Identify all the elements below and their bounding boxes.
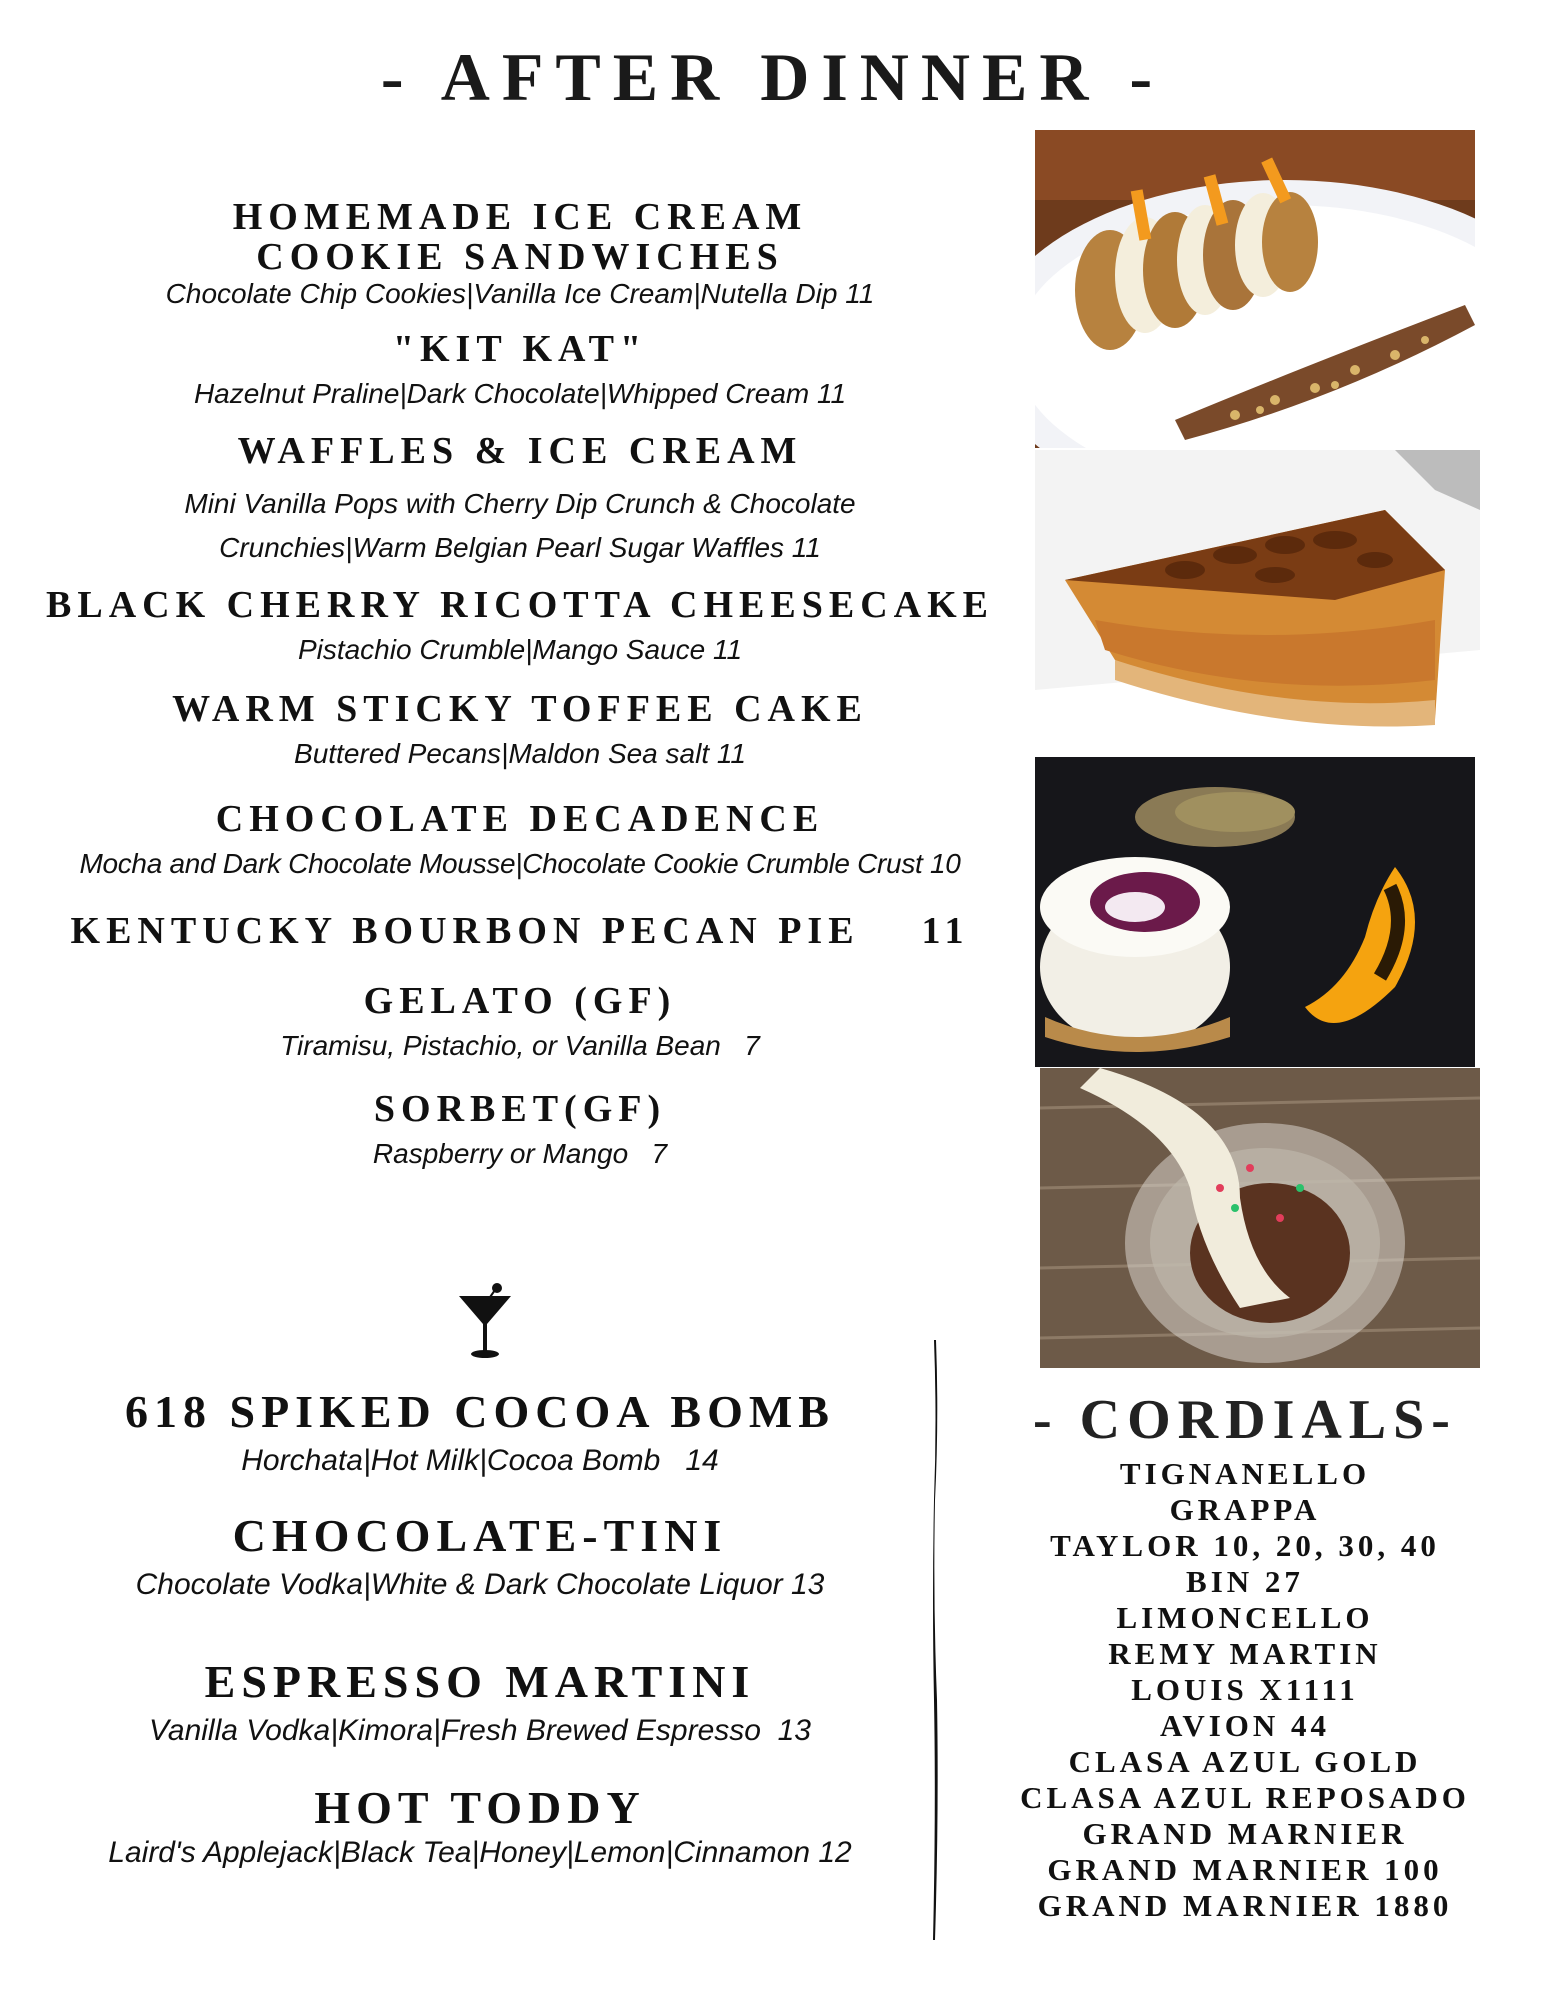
dessert-description: Mocha and Dark Chocolate Mousse|Chocolate Cookie Crumble Crust 10 [79, 847, 961, 879]
drink-description: Chocolate Vodka|White & Dark Chocolate Liquor 13 [135, 1568, 825, 1602]
dessert-description: Buttered Pecans|Maldon Sea salt 11 [294, 737, 746, 769]
dessert-name: COOKIE SANDWICHES [256, 235, 784, 278]
dessert-item-ice-cream-cookie-sandwiches [20, 198, 1020, 310]
cordial-item: LIMONCELLO [1116, 1600, 1374, 1635]
dessert-name: BLACK CHERRY RICOTTA CHEESECAKE [46, 584, 994, 626]
photo-cheesecake [1035, 757, 1475, 1067]
dessert-name: KENTUCKY BOURBON PECAN PIE 11 [70, 910, 970, 952]
dessert-description: Hazelnut Praline|Dark Chocolate|Whipped Cream 11 [193, 377, 847, 409]
cordial-item: REMY MARTIN [1108, 1636, 1382, 1671]
cordial-item: CLASA AZUL GOLD [1068, 1744, 1422, 1779]
page-title: - AFTER DINNER - [380, 39, 1165, 115]
dessert-description: Chocolate Chip Cookies|Vanilla Ice Cream|Nutella Dip 11 [165, 277, 875, 309]
dessert-name: CHOCOLATE DECADENCE [215, 798, 825, 840]
martini-glass-icon [455, 1282, 515, 1362]
dessert-name: HOMEMADE ICE CREAM [232, 196, 808, 238]
drink-item-chocolate-tini [0, 1512, 960, 1602]
dessert-name: "KIT KAT" [392, 328, 648, 370]
dessert-item-kit-kat [20, 330, 1020, 410]
cordial-item: GRAND MARNIER [1082, 1816, 1408, 1851]
cordial-item: CLASA AZUL REPOSADO [1020, 1780, 1470, 1815]
cordials-list [985, 1456, 1505, 1924]
dessert-description: Tiramisu, Pistachio, or Vanilla Bean 7 [280, 1029, 760, 1061]
dessert-item-bourbon-pecan-pie [20, 912, 1020, 952]
photo-pecan-pie [1035, 450, 1480, 755]
dessert-name: WAFFLES & ICE CREAM [237, 430, 803, 472]
dessert-description: Mini Vanilla Pops with Cherry Dip Crunch & Chocolate [184, 487, 856, 519]
drink-item-espresso-martini [0, 1658, 960, 1748]
drink-name: ESPRESSO MARTINI [204, 1656, 756, 1707]
dessert-item-gelato [20, 982, 1020, 1062]
drink-item-spiked-cocoa-bomb [0, 1388, 960, 1478]
drink-description: Vanilla Vodka|Kimora|Fresh Brewed Espresso 13 [148, 1714, 811, 1748]
cordial-item: TIGNANELLO [1119, 1456, 1371, 1491]
dessert-name: SORBET(GF) [373, 1088, 667, 1130]
dessert-item-chocolate-decadence [20, 800, 1020, 880]
dessert-description: Pistachio Crumble|Mango Sauce 11 [297, 633, 743, 665]
cordial-item: GRAND MARNIER 1880 [1037, 1888, 1453, 1923]
drink-description: Horchata|Hot Milk|Cocoa Bomb 14 [241, 1444, 719, 1478]
drink-name: 618 SPIKED COCOA BOMB [124, 1386, 835, 1437]
cordial-item: BIN 27 [1186, 1564, 1304, 1599]
cordial-item: AVION 44 [1159, 1708, 1331, 1743]
cordial-item: LOUIS X1111 [1131, 1672, 1359, 1707]
dessert-description: Raspberry or Mango 7 [372, 1137, 668, 1169]
dessert-item-waffles-ice-cream [20, 432, 1020, 570]
dessert-description: Crunchies|Warm Belgian Pearl Sugar Waffles 11 [219, 531, 821, 563]
vertical-divider [932, 1340, 940, 1940]
dessert-item-sticky-toffee-cake [20, 690, 1020, 770]
cordial-item: GRAND MARNIER 100 [1047, 1852, 1443, 1887]
drink-name: HOT TODDY [314, 1782, 646, 1833]
cordial-item: TAYLOR 10, 20, 30, 40 [1050, 1528, 1440, 1563]
dessert-name: WARM STICKY TOFFEE CAKE [172, 688, 868, 730]
drink-description: Laird's Applejack|Black Tea|Honey|Lemon|Cinnamon 12 [108, 1836, 852, 1870]
cordials-heading: - CORDIALS- [1033, 1389, 1457, 1451]
drink-item-hot-toddy [0, 1784, 960, 1870]
photo-cookie-sandwiches [1035, 130, 1475, 448]
dessert-name: GELATO (GF) [363, 980, 677, 1022]
cordial-item: GRAPPA [1169, 1492, 1321, 1527]
drink-name: CHOCOLATE-TINI [232, 1510, 728, 1561]
dessert-item-black-cherry-cheesecake [20, 586, 1020, 666]
dessert-item-sorbet [20, 1090, 1020, 1170]
photo-cocoa-bomb [1040, 1068, 1480, 1368]
